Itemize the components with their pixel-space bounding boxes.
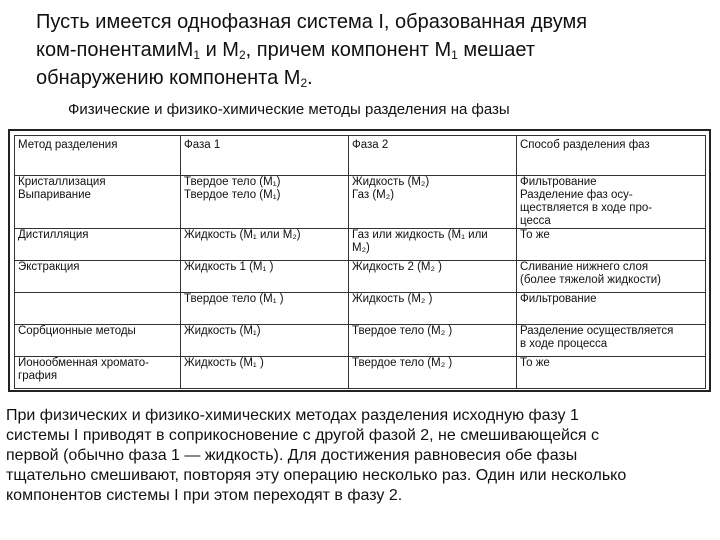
intro-text: обнаружению компонента M: [36, 67, 301, 89]
intro-text: и M: [200, 39, 239, 61]
cell-line: Жидкость (M₁ ): [184, 357, 264, 369]
cell-line: Разделение фаз осу-: [520, 189, 633, 201]
cell-line: Твердое тело (M₁): [184, 189, 281, 201]
cell-line: Газ (M₂): [352, 189, 395, 201]
table-row: [15, 229, 706, 261]
cell-line: Разделение осуществляется: [520, 325, 674, 337]
cell-way: [517, 357, 706, 389]
cell-phase2: [349, 261, 517, 293]
cell-line: Экстракция: [18, 261, 80, 273]
cell-line: цесса: [520, 215, 551, 227]
cell-method: [15, 325, 181, 357]
table-row: [15, 357, 706, 389]
header-method: Метод разделения: [15, 136, 181, 176]
cell-phase1: [181, 293, 349, 325]
cell-line: Жидкость (M₂): [352, 176, 430, 188]
cell-phase1: [181, 229, 349, 261]
cell-line: Твердое тело (M₂ ): [352, 357, 453, 369]
cell-phase2: [349, 357, 517, 389]
table-row: [15, 325, 706, 357]
cell-line: графия: [18, 370, 58, 382]
table-frame: [8, 129, 711, 392]
cell-line: Газ или жидкость (M₁ или: [352, 229, 488, 241]
cell-line: Сорбционные методы: [18, 325, 136, 337]
cell-phase2: [349, 293, 517, 325]
cell-line: Жидкость (M₁): [184, 325, 261, 337]
cell-line: Фильтрование: [520, 293, 597, 305]
table-row: [15, 293, 706, 325]
cell-line: ществляется в ходе про-: [520, 202, 653, 214]
cell-method: [15, 357, 181, 389]
cell-way: [517, 261, 706, 293]
intro-text: .: [307, 67, 313, 89]
intro-text: ком-понентамиM: [36, 39, 194, 61]
cell-line: Фильтрование: [520, 176, 597, 188]
subscript: 1: [193, 48, 201, 62]
outro-line: При физических и физико-химических методах разделения исходную фазу 1: [6, 407, 579, 424]
outro-line: компонентов системы I при этом переходят в фазу 2.: [6, 487, 403, 504]
cell-line: То же: [520, 229, 550, 241]
cell-line: То же: [520, 357, 550, 369]
intro-paragraph: [36, 8, 696, 92]
intro-line: [36, 64, 696, 92]
cell-phase1: [181, 357, 349, 389]
table-row: [15, 176, 706, 229]
cell-line: Кристаллизация: [18, 176, 106, 188]
cell-method: [15, 293, 181, 325]
header-way: Способ разделения фаз: [517, 136, 706, 176]
subscript: 1: [451, 48, 458, 62]
cell-phase2: [349, 229, 517, 261]
intro-line: Пусть имеется однофазная система I, образованная двумя: [36, 11, 588, 33]
cell-phase2: [349, 325, 517, 357]
cell-line: Жидкость 2 (M₂ ): [352, 261, 443, 273]
cell-line: Жидкость (M₁ или M₂): [184, 229, 301, 241]
outro-line: тщательно смешивают, повторяя эту операцию несколько раз. Один или несколько: [6, 467, 627, 484]
cell-line: в ходе процесса: [520, 338, 608, 350]
cell-way: [517, 293, 706, 325]
intro-text: , причем компонент M: [245, 39, 452, 61]
cell-method: [15, 229, 181, 261]
cell-line: Сливание нижнего слоя: [520, 261, 649, 273]
cell-line: Ионообменная хромато-: [18, 357, 149, 369]
cell-line: Жидкость 1 (M₁ ): [184, 261, 274, 273]
cell-way: [517, 176, 706, 229]
subscript: 2: [238, 48, 246, 62]
cell-way: [517, 325, 706, 357]
intro-text: мешает: [457, 39, 536, 61]
cell-method: [15, 176, 181, 229]
outro-line: системы I приводят в соприкосновение с другой фазой 2, не смешивающейся с: [6, 427, 600, 444]
cell-line: M₂): [352, 242, 370, 254]
header-phase2: Фаза 2: [349, 136, 517, 176]
cell-line: Твердое тело (M₂ ): [352, 325, 453, 337]
cell-phase1: [181, 176, 349, 229]
cell-phase1: [181, 325, 349, 357]
cell-phase2: [349, 176, 517, 229]
cell-way: [517, 229, 706, 261]
cell-line: Твердое тело (M₁): [184, 176, 281, 188]
subscript: 2: [300, 76, 308, 90]
cell-phase1: [181, 261, 349, 293]
cell-line: Твердое тело (M₁ ): [184, 293, 284, 305]
separation-methods-table: [14, 135, 706, 389]
table-body: [15, 176, 706, 389]
cell-method: [15, 261, 181, 293]
cell-line: Дистилляция: [18, 229, 89, 241]
table-caption: Физические и физико-химические методы разделения на фазы: [68, 101, 510, 118]
cell-line: Жидкость (M₂ ): [352, 293, 433, 305]
header-phase1: Фаза 1: [181, 136, 349, 176]
cell-line: (более тяжелой жидкости): [520, 274, 661, 286]
table-header-row: [15, 136, 706, 176]
cell-line: Выпаривание: [18, 189, 91, 201]
outro-line: первой (обычно фаза 1 — жидкость). Для достижения равновесия обе фазы: [6, 447, 578, 464]
table-row: [15, 261, 706, 293]
outro-paragraph: [6, 406, 714, 506]
intro-line: [36, 36, 696, 64]
